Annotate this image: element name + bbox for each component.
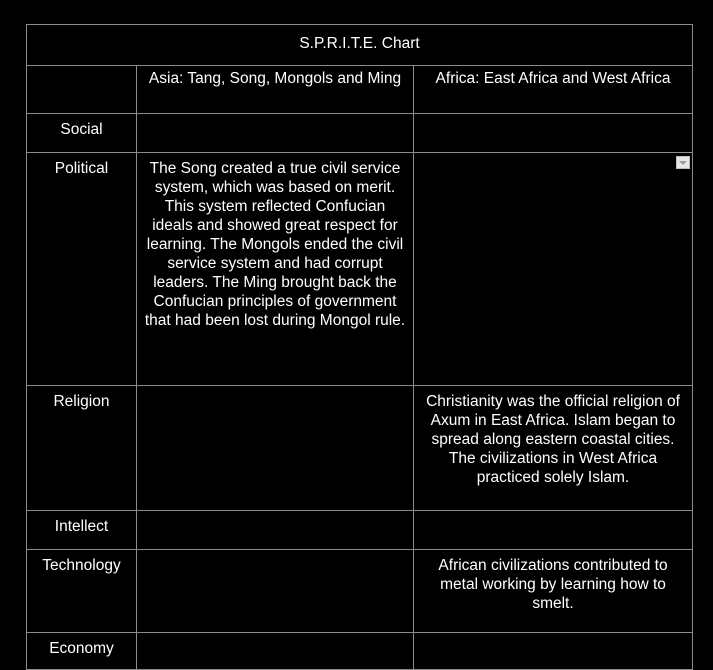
- row-label-economy[interactable]: Economy: [27, 633, 137, 670]
- table-row: [27, 114, 693, 153]
- table-row: [27, 153, 693, 386]
- header-africa[interactable]: Africa: East Africa and West Africa: [414, 66, 693, 114]
- header-asia[interactable]: Asia: Tang, Song, Mongols and Ming: [137, 66, 414, 114]
- header-corner-cell[interactable]: [27, 66, 137, 114]
- row-label-technology[interactable]: Technology: [27, 550, 137, 633]
- cell-intellect-asia[interactable]: [137, 511, 414, 550]
- row-label-religion[interactable]: Religion: [27, 386, 137, 511]
- table-row: [27, 511, 693, 550]
- cell-religion-africa[interactable]: Christianity was the official religion of Axum in East Africa. Islam began to spread along eastern coastal cities. The civilizations in West Africa practiced solely Islam.: [414, 386, 693, 511]
- table-row: [27, 386, 693, 511]
- cell-religion-asia[interactable]: [137, 386, 414, 511]
- row-label-intellect[interactable]: Intellect: [27, 511, 137, 550]
- row-label-political[interactable]: Political: [27, 153, 137, 386]
- cell-technology-africa[interactable]: African civilizations contributed to metal working by learning how to smelt.: [414, 550, 693, 633]
- table-row: [27, 633, 693, 670]
- cell-economy-africa[interactable]: [414, 633, 693, 670]
- cell-technology-asia[interactable]: [137, 550, 414, 633]
- header-row: [27, 66, 693, 114]
- cell-political-asia[interactable]: The Song created a true civil service system, which was based on merit. This system reflected Confucian ideals and showed great respect for learning. The Mongols ended the civil service system and had corrupt leaders. The Ming brought back the Confucian principles of government that had been lost during Mongol rule.: [137, 153, 414, 386]
- chevron-down-icon[interactable]: [676, 156, 690, 169]
- cell-social-asia[interactable]: [137, 114, 414, 153]
- chart-title: S.P.R.I.T.E. Chart: [27, 25, 693, 66]
- cell-intellect-africa[interactable]: [414, 511, 693, 550]
- table-row: [27, 550, 693, 633]
- row-label-social[interactable]: Social: [27, 114, 137, 153]
- cell-political-africa[interactable]: [414, 153, 693, 386]
- title-row: [27, 25, 693, 66]
- cell-social-africa[interactable]: [414, 114, 693, 153]
- cell-economy-asia[interactable]: [137, 633, 414, 670]
- sprite-chart-table: [26, 24, 693, 670]
